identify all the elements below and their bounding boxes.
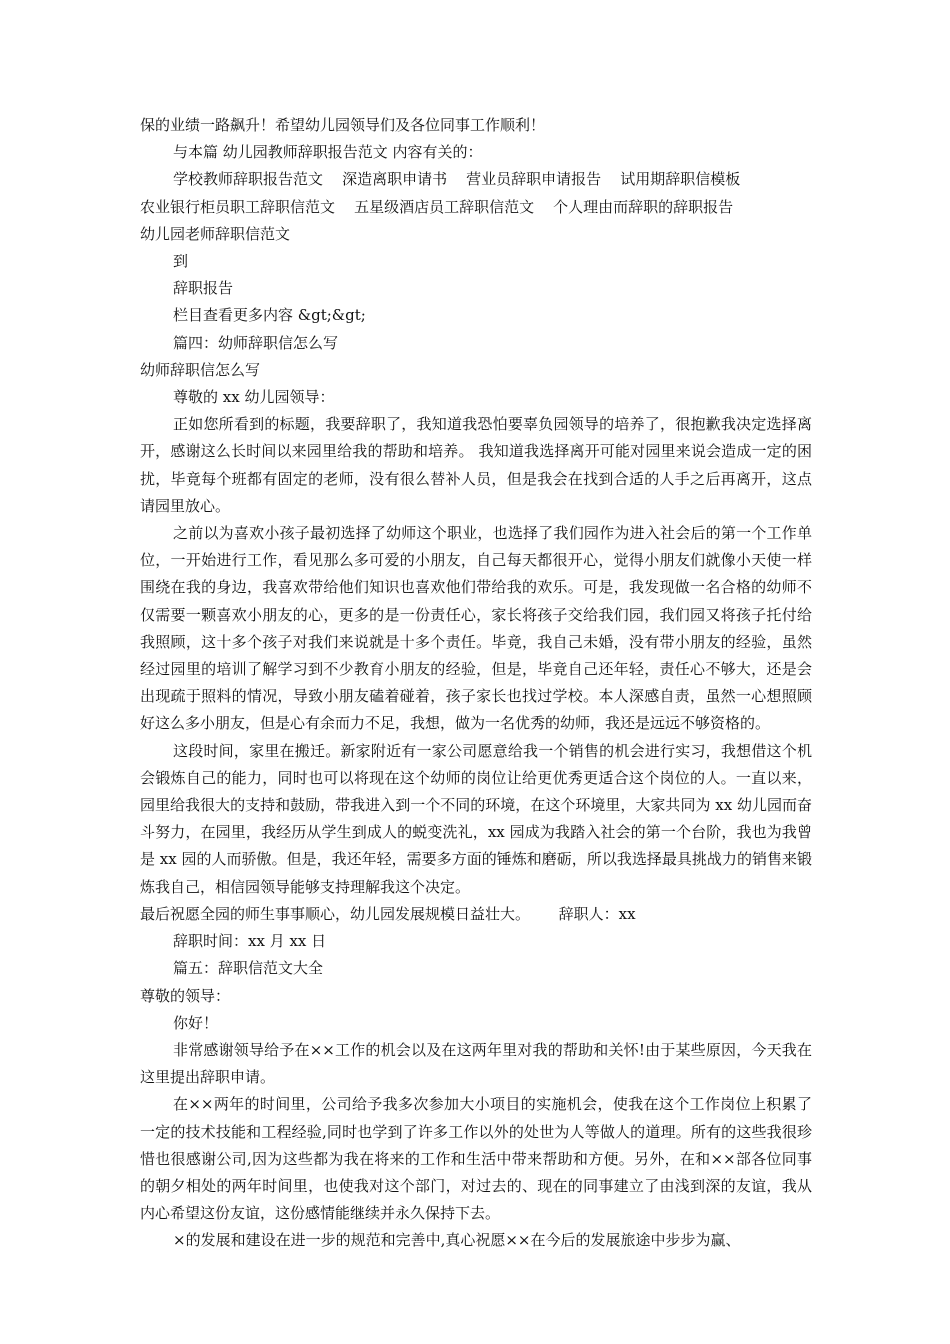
letter-body-five <box>140 1037 812 1255</box>
body-paragraph: 这段时间，家里在搬迁。新家附近有一家公司愿意给我一个销售的机会进行实习，我想借这个机会锻炼自己的能力，同时也可以将现在这个幼师的岗位让给更优秀更适合这个岗位的人。一直以来，园里给我很大的支持和鼓励，带我进入到一个不同的环境，在这个环境里，大家共同为 xx 幼儿园而奋斗努力，在园里，我经历从学生到成人的蜕变洗礼，xx 园成为我踏入社会的第一个台阶，我也为我曾是 xx 园的人而骄傲。但是，我还年轻，需要多方面的锤炼和磨砺，所以我选择最具挑战力的销售来锻炼我自己，相信园领导能够支持理解我这个决定。 <box>140 741 812 896</box>
text-line: 农业银行柜员职工辞职信范文 五星级酒店员工辞职信范文 个人理由而辞职的辞职报告 <box>140 197 734 216</box>
text-line: 尊敬的领导： <box>140 986 231 1005</box>
text-line: 幼师辞职信怎么写 <box>140 360 261 379</box>
body-paragraph: 正如您所看到的标题，我要辞职了，我知道我恐怕要辜负园领导的培养了，很抱歉我决定选择离开，感谢这么长时间以来园里给我的帮助和培养。 我知道我选择离开可能对园里来说会造成一定的困扰，毕竟每个班都有固定的老师，没有很么替补人员，但是我会在找到合适的人手之后再离开，这点请园里放心。 <box>140 415 812 515</box>
body-paragraph: 在××两年的时间里，公司给予我多次参加大小项目的实施机会，使我在这个工作岗位上积累了一定的技术技能和工程经验,同时也学到了许多工作以外的处世为人等做人的道理。所有的这些我很珍惜也很感谢公司,因为这些都为我在将来的工作和生活中带来帮助和方便。另外，在和××部各位同事的朝夕相处的两年时间里，也使我对这个部门，对过去的、现在的同事建立了由浅到深的友谊，我从内心希望这份友谊，这份感情能继续并永久保持下去。 <box>140 1095 812 1223</box>
text-line: 幼儿园老师辞职信范文 <box>140 224 291 243</box>
text-line: 最后祝愿全园的师生事事顺心，幼儿园发展规模日益壮大。 辞职人：xx <box>140 904 636 923</box>
text-line: 篇四：幼师辞职信怎么写 <box>173 333 339 352</box>
text-line: 你好！ <box>173 1013 219 1032</box>
text-line: 到 <box>173 252 189 271</box>
text-line: 与本篇 幼儿园教师辞职报告范文 内容有关的： <box>173 143 483 162</box>
text-line: 栏目查看更多内容 &gt;&gt; <box>173 306 366 325</box>
letter-closing-lines <box>140 901 812 1037</box>
document-page <box>140 112 812 1255</box>
letter-body-four <box>140 411 812 901</box>
text-line: 尊敬的 xx 幼儿园领导： <box>173 388 335 407</box>
body-paragraph: 非常感谢领导给予在××工作的机会以及在这两年里对我的帮助和关怀!由于某些原因，今天我在这里提出辞职申请。 <box>140 1040 812 1087</box>
text-line: 辞职时间：xx 月 xx 日 <box>173 932 327 951</box>
document-header-lines <box>140 112 812 411</box>
body-paragraph: 之前以为喜欢小孩子最初选择了幼师这个职业，也选择了我们园作为进入社会后的第一个工作单位，一开始进行工作，看见那么多可爱的小朋友，自己每天都很开心，觉得小朋友们就像小天使一样围绕在我的身边，我喜欢带给他们知识也喜欢他们带给我的欢乐。可是，我发现做一名合格的幼师不仅需要一颗喜欢小朋友的心，更多的是一份责任心，家长将孩子交给我们园，我们园又将孩子托付给我照顾，这十多个孩子对我们来说就是十多个责任。毕竟，我自己未婚，没有带小朋友的经验，虽然经过园里的培训了解学习到不少教育小朋友的经验，但是，毕竟自己还年轻，责任心不够大，还是会出现疏于照料的情况，导致小朋友磕着碰着，孩子家长也找过学校。本人深感自责，虽然一心想照顾好这么多小朋友，但是心有余而力不足，我想，做为一名优秀的幼师，我还是远远不够资格的。 <box>140 524 812 733</box>
text-line: 篇五：辞职信范文大全 <box>173 959 324 978</box>
body-paragraph: ×的发展和建设在进一步的规范和完善中,真心祝愿××在今后的发展旅途中步步为赢、 <box>173 1231 741 1250</box>
text-line: 辞职报告 <box>173 279 234 298</box>
text-line: 学校教师辞职报告范文 深造离职申请书 营业员辞职申请报告 试用期辞职信模板 <box>173 170 741 189</box>
text-line: 保的业绩一路飙升！希望幼儿园领导们及各位同事工作顺利！ <box>140 116 546 134</box>
